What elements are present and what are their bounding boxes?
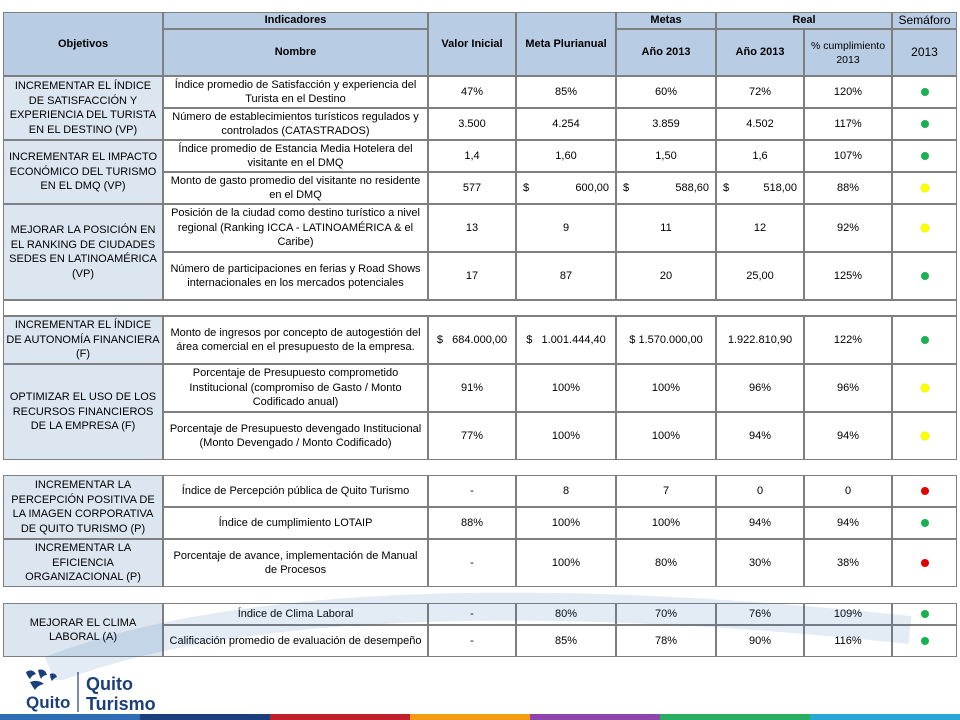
cell-real (716, 140, 804, 172)
cell-value: Porcentaje de Presupuesto comprometido Institucional (compromiso de Gasto / Monto Codificado anual) (189, 367, 405, 409)
quito-turismo-logo (20, 668, 170, 714)
semaforo-red-icon (921, 487, 929, 495)
cell-inicial (428, 108, 516, 140)
cell-value: $ 684.000,00 (436, 333, 508, 346)
cell-value: - (470, 484, 474, 497)
cell-inicial (428, 364, 516, 412)
cell-nombre (163, 539, 428, 587)
semaforo-yellow-icon (921, 184, 929, 192)
semaforo-yellow-icon (921, 224, 929, 232)
cell-meta (616, 172, 716, 204)
header-objetivos (3, 12, 163, 76)
currency-value (719, 181, 801, 196)
header-real-text: Real (792, 14, 816, 27)
cell-value: 107% (833, 149, 863, 162)
cell-real (716, 364, 804, 412)
cell-sem (892, 204, 957, 252)
cell-value: 80% (554, 607, 578, 620)
cell-sem (892, 539, 957, 587)
cell-inicial (428, 252, 516, 300)
cell-value: $ 1.570.000,00 (629, 333, 703, 346)
cell-meta (616, 364, 716, 412)
objective-text: INCREMENTAR EL IMPACTO ECONÓMICO DEL TURISMO EN EL DMQ (VP) (8, 151, 158, 193)
cell-value: 122% (833, 333, 863, 346)
cell-sem (892, 140, 957, 172)
objective-cell (3, 140, 163, 204)
cell-plurianual (516, 475, 616, 507)
header-nombre (163, 29, 428, 76)
color-strip (0, 714, 960, 720)
objective-text: INCREMENTAR EL ÍNDICE DE SATISFACCIÓN Y EXPERIENCIA DEL TURISTA EN EL DESTINO (VP) (9, 80, 157, 136)
cell-value: 9 (562, 221, 570, 234)
cell-real (716, 539, 804, 587)
cell-real (716, 108, 804, 140)
cell-real (716, 507, 804, 539)
objective-cell (3, 316, 163, 364)
cell-value: 88% (836, 181, 860, 194)
currency-symbol: $ (623, 181, 630, 194)
cell-cumpl (804, 412, 892, 460)
cell-sem (892, 108, 957, 140)
cell-meta (616, 539, 716, 587)
cell-real (716, 252, 804, 300)
cell-value: 80% (654, 556, 678, 569)
cell-value: Número de participaciones en ferias y Road Shows internacionales en los mercados potenciales (170, 262, 424, 289)
semaforo-green-icon (921, 272, 929, 280)
cell-value: 94% (748, 429, 772, 442)
semaforo-green-icon (921, 519, 929, 527)
header-semaforo (892, 12, 957, 29)
cell-nombre (163, 475, 428, 507)
logo-right-text-2: Turismo (86, 694, 156, 714)
cell-value: 588,60 (675, 181, 709, 194)
cell-inicial (428, 76, 516, 108)
cell-value: 17 (465, 269, 479, 282)
cell-value: 12 (753, 221, 767, 234)
cell-sem (892, 252, 957, 300)
cell-plurianual (516, 140, 616, 172)
cell-value: Número de establecimientos turísticos regulados y controlados (CATASTRADOS) (172, 110, 422, 137)
cell-value: 88% (460, 516, 484, 529)
cell-sem (892, 172, 957, 204)
cell-sem (892, 507, 957, 539)
cell-value: 4.254 (552, 117, 580, 130)
cell-nombre (163, 412, 428, 460)
objective-text: MEJORAR LA POSICIÓN EN EL RANKING DE CIUDADES SEDES EN LATINOAMÉRICA (VP) (9, 224, 157, 280)
header-metas (616, 12, 716, 29)
cell-meta (616, 108, 716, 140)
header-metas-text: Metas (650, 14, 682, 27)
currency-symbol: $ (523, 181, 530, 194)
cell-meta (616, 76, 716, 108)
cell-value: - (470, 556, 474, 569)
logo-left-text: Quito (26, 693, 71, 712)
cell-plurianual (516, 252, 616, 300)
header-metas-anio-text: Año 2013 (641, 46, 691, 59)
objective-cell (3, 76, 163, 140)
cell-plurianual (516, 507, 616, 539)
semaforo-green-icon (921, 88, 929, 96)
header-valor-inicial (428, 12, 516, 76)
cell-value: 90% (748, 634, 772, 647)
cell-plurianual (516, 539, 616, 587)
cell-value: 117% (834, 117, 862, 130)
cell-cumpl (804, 539, 892, 587)
objective-text: OPTIMIZAR EL USO DE LOS RECURSOS FINANCIEROS DE LA EMPRESA (F) (9, 391, 157, 433)
cell-value: 1,4 (464, 149, 480, 162)
cell-value: 76% (748, 607, 772, 620)
cell-value: 25,00 (746, 269, 774, 282)
header-nombre-text: Nombre (274, 46, 317, 59)
cell-plurianual (516, 316, 616, 364)
cell-real (716, 475, 804, 507)
cell-sem (892, 316, 957, 364)
cell-value: 70% (654, 607, 678, 620)
header-real-anio (716, 29, 804, 76)
cell-nombre (163, 76, 428, 108)
cell-value: 100% (651, 429, 681, 442)
cell-inicial (428, 412, 516, 460)
cell-value: Monto de ingresos por concepto de autogestión del área comercial en el presupuesto de la empresa. (170, 326, 424, 353)
cell-value: 1,50 (655, 149, 677, 162)
footer (0, 660, 960, 720)
cell-value: 100% (651, 516, 681, 529)
cell-inicial (428, 475, 516, 507)
header-objetivos-text: Objetivos (57, 37, 109, 50)
cell-sem (892, 364, 957, 412)
cell-meta (616, 140, 716, 172)
cell-value: 600,00 (575, 181, 609, 194)
cell-value: Posición de la ciudad como destino turístico a nivel regional (Ranking ICCA - LATINOAMÉRICA & el Caribe) (171, 207, 423, 249)
cell-value: 72% (748, 85, 772, 98)
header-semaforo-anio (892, 29, 957, 76)
cell-value: 100% (651, 381, 681, 394)
logo-mark-icon (26, 670, 57, 690)
cell-value: 94% (748, 516, 772, 529)
cell-value: 120% (833, 85, 863, 98)
cell-value: 96% (748, 381, 772, 394)
cell-value: 125% (833, 269, 863, 282)
semaforo-yellow-icon (921, 432, 929, 440)
cell-value: 3.859 (652, 117, 680, 130)
cell-plurianual (516, 76, 616, 108)
cell-nombre (163, 364, 428, 412)
objective-cell (3, 539, 163, 587)
semaforo-green-icon (921, 120, 929, 128)
cell-value: 100% (551, 381, 581, 394)
cell-value: Monto de gasto promedio del visitante no residente en el DMQ (170, 174, 424, 201)
cell-value: 20 (659, 269, 673, 282)
header-cumplimiento (804, 29, 892, 76)
cell-real (716, 204, 804, 252)
cell-value: 8 (562, 484, 570, 497)
cell-value: $ 1.001.444,40 (526, 333, 606, 346)
cell-value: 77% (460, 429, 484, 442)
cell-value: 577 (462, 181, 482, 194)
cell-value: 109% (833, 607, 863, 620)
cell-meta (616, 507, 716, 539)
objective-cell (3, 204, 163, 300)
cell-plurianual (516, 412, 616, 460)
cell-plurianual (516, 108, 616, 140)
cell-value: 30% (748, 556, 772, 569)
cell-value: 100% (551, 556, 581, 569)
cell-plurianual (516, 364, 616, 412)
cell-cumpl (804, 475, 892, 507)
header-metas-anio (616, 29, 716, 76)
cell-meta (616, 204, 716, 252)
cell-value: 0 (844, 484, 852, 497)
cell-real (716, 316, 804, 364)
objective-text: INCREMENTAR LA PERCEPCIÓN POSITIVA DE LA IMAGEN CORPORATIVA DE QUITO TURISMO (P) (11, 479, 155, 535)
cell-nombre (163, 204, 428, 252)
cell-cumpl (804, 252, 892, 300)
cell-value: 85% (554, 85, 578, 98)
currency-symbol: $ (723, 181, 730, 194)
cell-meta (616, 316, 716, 364)
semaforo-green-icon (921, 152, 929, 160)
cell-real (716, 412, 804, 460)
header-real (716, 12, 892, 29)
semaforo-green-icon (921, 336, 929, 344)
objective-text: MEJORAR EL CLIMA LABORAL (A) (29, 616, 137, 643)
cell-value: 100% (551, 516, 581, 529)
cell-meta (616, 475, 716, 507)
currency-value (519, 181, 613, 196)
cell-value: Índice de Percepción pública de Quito Turismo (181, 484, 410, 497)
cell-nombre (163, 252, 428, 300)
cell-value: - (470, 607, 474, 620)
cell-nombre (163, 172, 428, 204)
spacer-row (3, 300, 957, 316)
cell-nombre (163, 108, 428, 140)
cell-value: 11 (660, 221, 672, 234)
cell-value: 87 (559, 269, 573, 282)
header-semaforo-text: Semáforo (898, 13, 951, 28)
cell-value: - (470, 634, 474, 647)
cell-sem (892, 475, 957, 507)
cell-value: 3.500 (458, 117, 486, 130)
semaforo-red-icon (921, 559, 929, 567)
cell-value: 47% (460, 85, 484, 98)
cell-cumpl (804, 108, 892, 140)
cell-meta (616, 252, 716, 300)
cell-value: 518,00 (763, 181, 797, 194)
cell-meta (616, 412, 716, 460)
cell-value: 13 (465, 221, 479, 234)
cell-value: 94% (836, 429, 860, 442)
cell-value: 4.502 (746, 117, 774, 130)
currency-value (619, 181, 713, 196)
cell-value: Porcentaje de avance, implementación de Manual de Procesos (173, 549, 421, 576)
cell-cumpl (804, 140, 892, 172)
cell-value: Índice de cumplimiento LOTAIP (218, 516, 373, 529)
cell-real (716, 172, 804, 204)
objective-cell (3, 364, 163, 460)
header-indicadores (163, 12, 428, 29)
logo-right-text-1: Quito (86, 674, 133, 694)
header-semaforo-anio-text: 2013 (911, 45, 938, 60)
header-cumplimiento-text: % cumplimiento 2013 (810, 39, 886, 66)
cell-plurianual (516, 172, 616, 204)
cell-inicial (428, 172, 516, 204)
cell-value: Porcentaje de Presupuesto devengado Institucional (Monto Devengado / Monto Codificado) (169, 422, 425, 449)
header-meta-plurianual (516, 12, 616, 76)
header-real-anio-text: Año 2013 (735, 46, 785, 59)
cell-cumpl (804, 316, 892, 364)
cell-cumpl (804, 172, 892, 204)
semaforo-yellow-icon (921, 384, 929, 392)
cell-value: 1,60 (555, 149, 577, 162)
cell-value: 7 (662, 484, 670, 497)
objective-text: INCREMENTAR EL ÍNDICE DE AUTONOMÍA FINANCIERA (F) (6, 319, 160, 361)
cell-value: 60% (654, 85, 678, 98)
cell-inicial (428, 140, 516, 172)
header-meta-plurianual-text: Meta Plurianual (525, 37, 607, 50)
cell-value: Índice promedio de Estancia Media Hotelera del visitante en el DMQ (178, 142, 416, 169)
header-indicadores-text: Indicadores (264, 14, 327, 27)
cell-nombre (163, 316, 428, 364)
cell-cumpl (804, 364, 892, 412)
cell-sem (892, 412, 957, 460)
header-valor-inicial-text: Valor Inicial (441, 37, 503, 50)
cell-value: Índice promedio de Satisfacción y experiencia del Turista en el Destino (174, 78, 420, 105)
cell-value: 92% (836, 221, 860, 234)
cell-cumpl (804, 507, 892, 539)
cell-sem (892, 76, 957, 108)
cell-inicial (428, 316, 516, 364)
cell-value: 38% (836, 556, 860, 569)
cell-value: Calificación promedio de evaluación de desempeño (169, 634, 422, 647)
cell-value: 94% (836, 516, 860, 529)
cell-value: 85% (554, 634, 578, 647)
cell-value: 116% (834, 634, 862, 647)
cell-value: 96% (836, 381, 860, 394)
cell-real (716, 76, 804, 108)
cell-inicial (428, 539, 516, 587)
objective-text: INCREMENTAR LA EFICIENCIA ORGANIZACIONAL (P) (25, 542, 141, 584)
cell-value: 1.922.810,90 (727, 333, 793, 346)
cell-value: Índice de Clima Laboral (237, 607, 354, 620)
cell-cumpl (804, 76, 892, 108)
cell-cumpl (804, 204, 892, 252)
cell-value: 0 (756, 484, 764, 497)
cell-plurianual (516, 204, 616, 252)
cell-inicial (428, 204, 516, 252)
cell-value: 100% (551, 429, 581, 442)
cell-nombre (163, 507, 428, 539)
cell-value: 78% (654, 634, 678, 647)
cell-nombre (163, 140, 428, 172)
cell-inicial (428, 507, 516, 539)
objective-cell (3, 475, 163, 539)
cell-value: 91% (460, 381, 484, 394)
cell-value: 1,6 (752, 149, 768, 162)
